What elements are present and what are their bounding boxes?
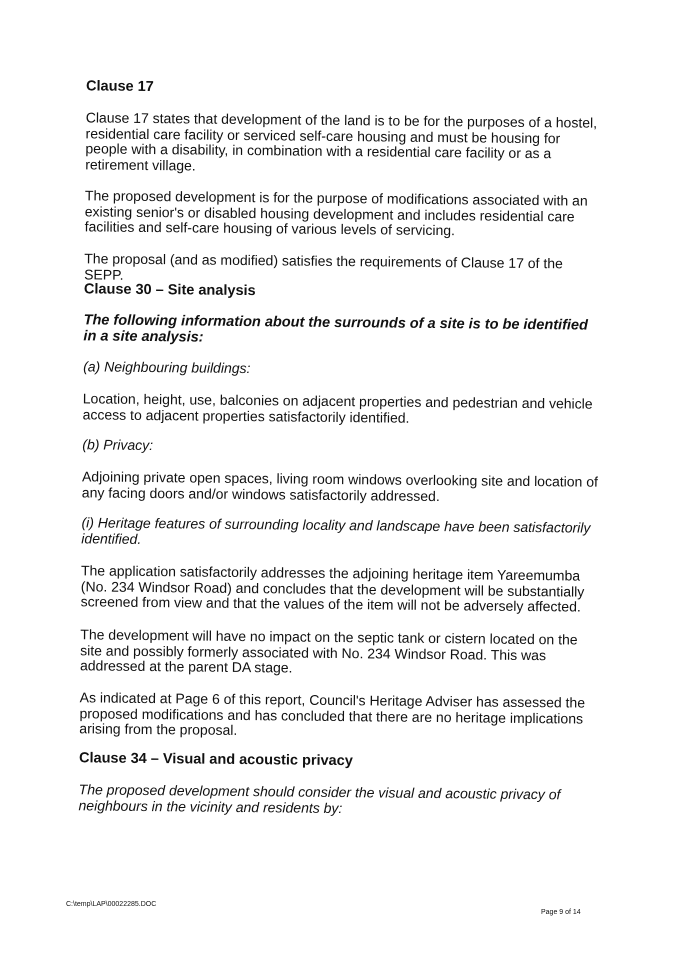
item-i-text-1: The application satisfactorily addresses the adjoining heritage item Yareemumba (No. 234 Windsor Road) and concludes that the development will be substantially screened from view and that the values of the item will not be adversely affected. bbox=[80, 562, 585, 615]
item-i-text-2: The development will have no impact on the septic tank or cistern located on the site and possibly formerly associated with No. 234 Windsor Road. This was addressed at the parent DA stage. bbox=[79, 626, 578, 676]
clause-34-heading: Clause 34 – Visual and acoustic privacy bbox=[78, 750, 353, 770]
item-a-text: Location, height, use, balconies on adjacent properties and pedestrian and vehicle access to adjacent properties satisfactorily identified. bbox=[82, 390, 593, 426]
clause-17-paragraph-2: The proposed development is for the purpose of modifications associated with an existing senior's or disabled housing development and includes residential care facilities and self-care housing of various levels of servicing. bbox=[84, 187, 588, 239]
item-b-label: (b) Privacy: bbox=[82, 436, 154, 454]
clause-30-intro: The following information about the surrounds of a site is to be identified in a site analysis: bbox=[83, 312, 588, 346]
item-a-label: (a) Neighbouring buildings: bbox=[83, 358, 251, 377]
item-i-label: (i) Heritage features of surrounding locality and landscape have been satisfactorily identified. bbox=[81, 514, 591, 547]
item-i-text-3: As indicated at Page 6 of this report, Council's Heritage Adviser has assessed the proposed modifications and has concluded that there are no heritage implications arising from the proposal. bbox=[79, 689, 586, 738]
footer-page-number: Page 9 of 14 bbox=[541, 909, 581, 916]
clause-30-heading: Clause 30 – Site analysis bbox=[83, 281, 256, 300]
item-b-text: Adjoining private open spaces, living room windows overlooking site and location of any facing doors and/or windows satisfactorily addressed. bbox=[81, 468, 599, 504]
footer-file-path: C:\temp\LAP\00022285.DOC bbox=[66, 901, 157, 908]
clause-17-heading: Clause 17 bbox=[86, 78, 154, 96]
clause-17-paragraph-1: Clause 17 states that development of the land is to be for the purposes of a hostel, residential care facility or serviced self-care housing and must be housing for people with a disability, in combination with a residential care facility or as a retirement village. bbox=[85, 109, 598, 173]
clause-17-paragraph-3: The proposal (and as modified) satisfies the requirements of Clause 17 of the SEPP. bbox=[84, 250, 563, 283]
clause-34-intro: The proposed development should consider the visual and acoustic privacy of neighbours in the vicinity and residents by: bbox=[78, 781, 561, 816]
